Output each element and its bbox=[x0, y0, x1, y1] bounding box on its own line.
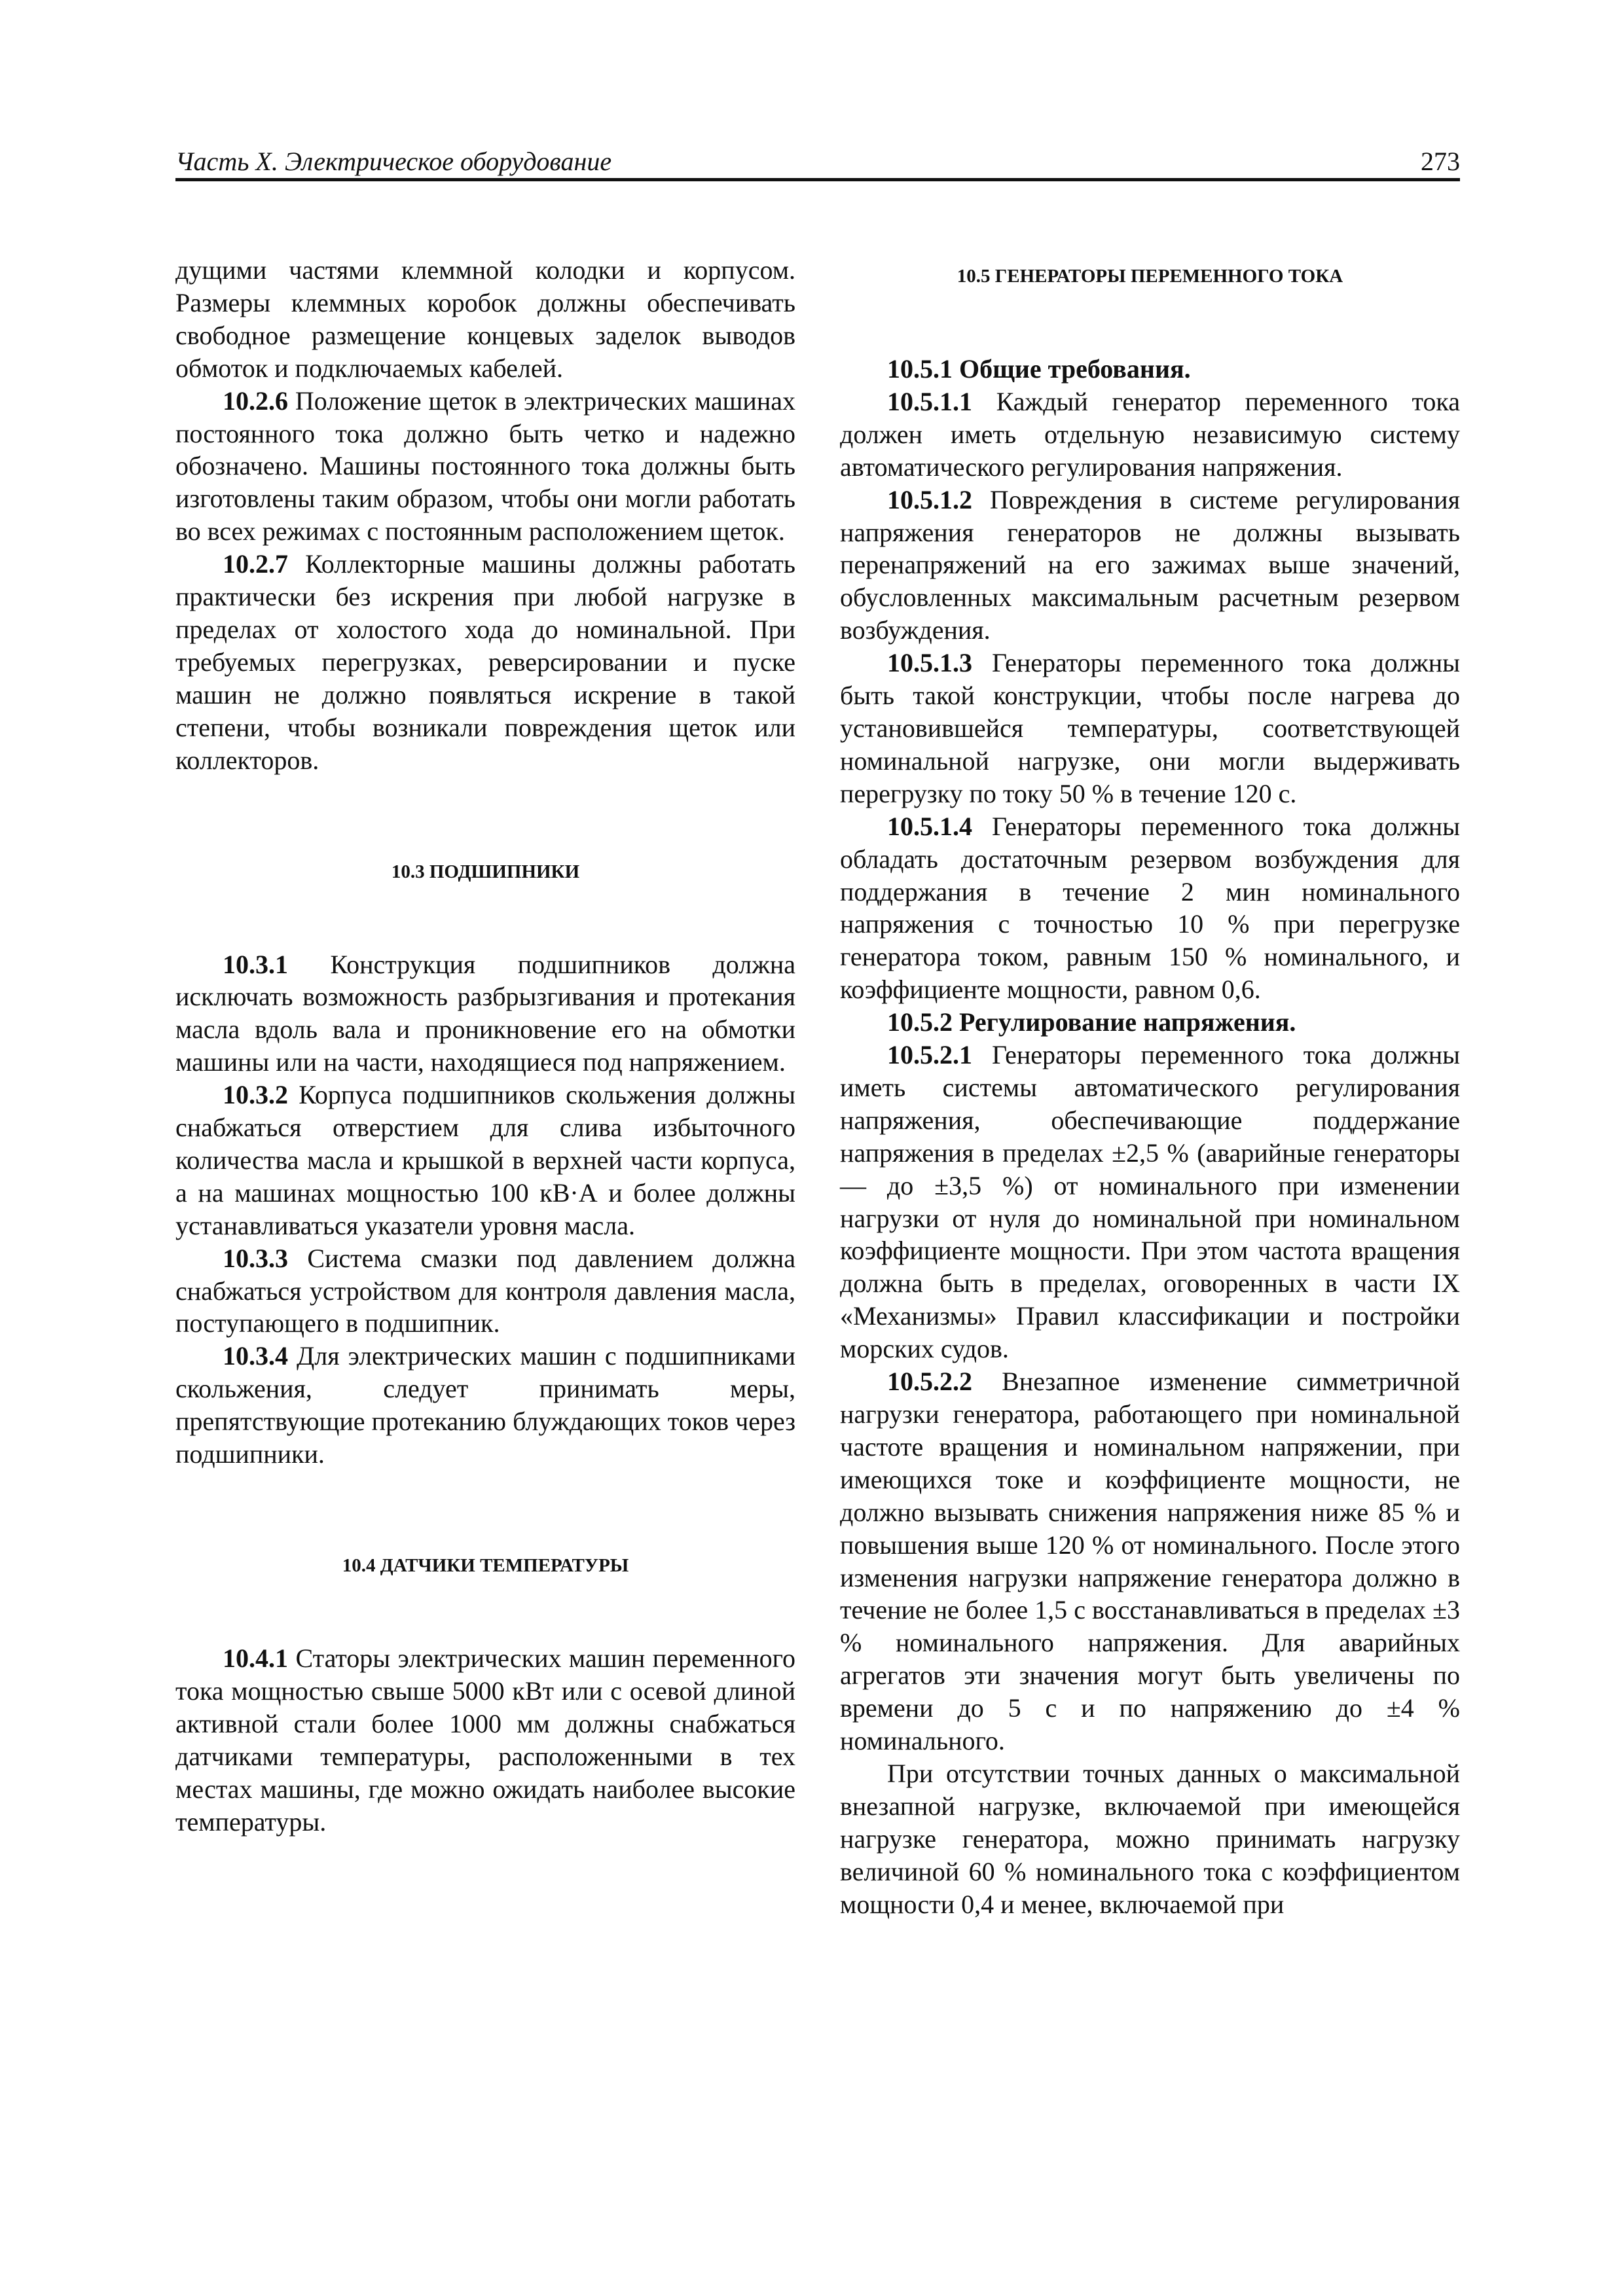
paragraph-10-5-1-1 bbox=[840, 386, 1460, 484]
section-heading-10-5: 10.5 ГЕНЕРАТОРЫ ПЕРЕМЕННОГО ТОКА bbox=[957, 266, 1343, 287]
right-column bbox=[840, 254, 1460, 1921]
paragraph-10-2-7 bbox=[175, 548, 795, 776]
paragraph-10-5-1-4 bbox=[840, 810, 1460, 1006]
clause-text: Каждый генератор переменного тока должен иметь отдельную независимую систему автоматического регулирования напряжения. bbox=[840, 386, 1460, 482]
clause-number: 10.4.1 bbox=[223, 1643, 288, 1673]
subsection-heading-10-5-1: 10.5.1 Общие требования. bbox=[887, 354, 1191, 384]
clause-number: 10.5.1.4 bbox=[887, 811, 972, 841]
clause-number: 10.5.2.1 bbox=[887, 1040, 972, 1070]
paragraph-10-5-1-2 bbox=[840, 484, 1460, 647]
clause-text: Генераторы переменного тока должны обладать достаточным резервом возбуждения для поддержания в течение 2 мин номинального напряжения с точностью 10 % при перегрузке генератора током, равным 150 % номинального, и коэффициенте мощности, равном 0,6. bbox=[840, 811, 1460, 1005]
paragraph-10-3-4 bbox=[175, 1340, 795, 1471]
clause-number: 10.2.6 bbox=[223, 386, 288, 416]
page-number: 273 bbox=[1421, 147, 1460, 176]
clause-text: Положение щеток в электрических машинах постоянного тока должно быть четко и надежно обозначено. Машины постоянного тока должны быть изготовлены таким образом, чтобы они могли работать во всех режимах с постоянным расположением щеток. bbox=[175, 386, 795, 547]
paragraph-10-3-1 bbox=[175, 948, 795, 1079]
clause-text: Повреждения в системе регулирования напряжения генераторов не должны вызывать перенапряжений на его зажимах выше значений, обусловленных максимальным расчетным резервом возбуждения. bbox=[840, 484, 1460, 645]
clause-text: Генераторы переменного тока должны быть такой конструкции, чтобы после нагрева до установившейся температуры, соответствующей номинальной нагрузке, они могли выдерживать перегрузку по току 50 % в течение 120 с. bbox=[840, 648, 1460, 808]
left-column bbox=[175, 254, 795, 1838]
paragraph-10-5-2-2 bbox=[840, 1365, 1460, 1757]
paragraph-10-3-2 bbox=[175, 1079, 795, 1242]
clause-text: Для электрических машин с подшипниками скольжения, следует принимать меры, препятствующие протеканию блуждающих токов через подшипники. bbox=[175, 1341, 795, 1469]
clause-number: 10.5.1.1 bbox=[887, 386, 972, 416]
paragraph-10-2-6 bbox=[175, 385, 795, 548]
clause-number: 10.5.2.2 bbox=[887, 1367, 972, 1397]
clause-number: 10.3.4 bbox=[223, 1341, 288, 1371]
running-title: Часть X. Электрическое оборудование bbox=[175, 147, 612, 176]
paragraph-default-load: При отсутствии точных данных о максимальной внезапной нагрузке, включаемой при имеющейся нагрузке генератора, можно принимать нагрузку величиной 60 % номинального тока с коэффициентом мощности 0,4 и менее, включаемой при bbox=[840, 1758, 1460, 1919]
clause-number: 10.3.2 bbox=[223, 1080, 288, 1110]
paragraph-10-5-1-3 bbox=[840, 647, 1460, 810]
clause-text: Система смазки под давлением должна снабжаться устройством для контроля давления масла, поступающего в подшипник. bbox=[175, 1243, 795, 1338]
page-header bbox=[175, 145, 1460, 181]
clause-number: 10.2.7 bbox=[223, 549, 288, 579]
paragraph-10-5-2-1 bbox=[840, 1039, 1460, 1365]
clause-text: Корпуса подшипников скольжения должны снабжаться отверстием для слива избыточного количества масла и крышкой в верхней части корпуса, а на машинах мощностью 100 кВ·А и более должны устанавливаться указатели уровня масла. bbox=[175, 1080, 795, 1240]
clause-text: Конструкция подшипников должна исключать возможность разбрызгивания и протекания масла вдоль вала и проникновение его на обмотки машины или на части, находящиеся под напряжением. bbox=[175, 949, 795, 1077]
paragraph-10-4-1 bbox=[175, 1642, 795, 1838]
clause-number: 10.5.1.3 bbox=[887, 648, 972, 678]
clause-number: 10.3.1 bbox=[223, 949, 288, 979]
paragraph-10-3-3 bbox=[175, 1242, 795, 1340]
clause-text: Статоры электрических машин переменного тока мощностью свыше 5000 кВт или с осевой длиной активной стали более 1000 мм должны снабжаться датчиками температуры, расположенными в тех местах машины, где можно ожидать наиболее высокие температуры. bbox=[175, 1643, 795, 1837]
subsection-heading-10-5-2: 10.5.2 Регулирование напряжения. bbox=[887, 1007, 1296, 1037]
section-heading-10-4: 10.4 ДАТЧИКИ ТЕМПЕРАТУРЫ bbox=[342, 1555, 629, 1576]
clause-text: Генераторы переменного тока должны иметь системы автоматического регулирования напряжения, обеспечивающие поддержание напряжения в пределах ±2,5 % (аварийные генераторы — до ±3,5 %) от номинального при изменении нагрузки от нуля до номинальной при номинальном коэффициенте мощности. При этом частота вращения должна быть в пределах, оговоренных в части IX «Механизмы» Правил классификации и постройки морских судов. bbox=[840, 1040, 1460, 1364]
clause-text: Коллекторные машины должны работать практически без искрения при любой нагрузке в пределах от холостого хода до номинальной. При требуемых перегрузках, реверсировании и пуске машин не должно появляться искрение в такой степени, чтобы возникали повреждения щеток или коллекторов. bbox=[175, 549, 795, 775]
section-heading-10-3: 10.3 ПОДШИПНИКИ bbox=[391, 861, 580, 882]
clause-number: 10.5.1.2 bbox=[887, 484, 972, 514]
paragraph-continuation: дущими частями клеммной колодки и корпусом. Размеры клеммных коробок должны обеспечивать свободное размещение концевых заделок выводов обмоток и подключаемых кабелей. bbox=[175, 255, 795, 383]
clause-text: Внезапное изменение симметричной нагрузки генератора, работающего при номинальной частоте вращения и номинальном напряжении, при имеющихся токе и коэффициенте мощности, не должно вызывать снижения напряжения ниже 85 % и повышения выше 120 % от номинального. После этого изменения нагрузки напряжение генератора должно в течение не более 1,5 с восстанавливаться в пределах ±3 % номинального напряжения. Для аварийных агрегатов эти значения могут быть увеличены по времени до 5 с и по напряжению до ±4 % номинального. bbox=[840, 1367, 1460, 1756]
clause-number: 10.3.3 bbox=[223, 1243, 288, 1273]
